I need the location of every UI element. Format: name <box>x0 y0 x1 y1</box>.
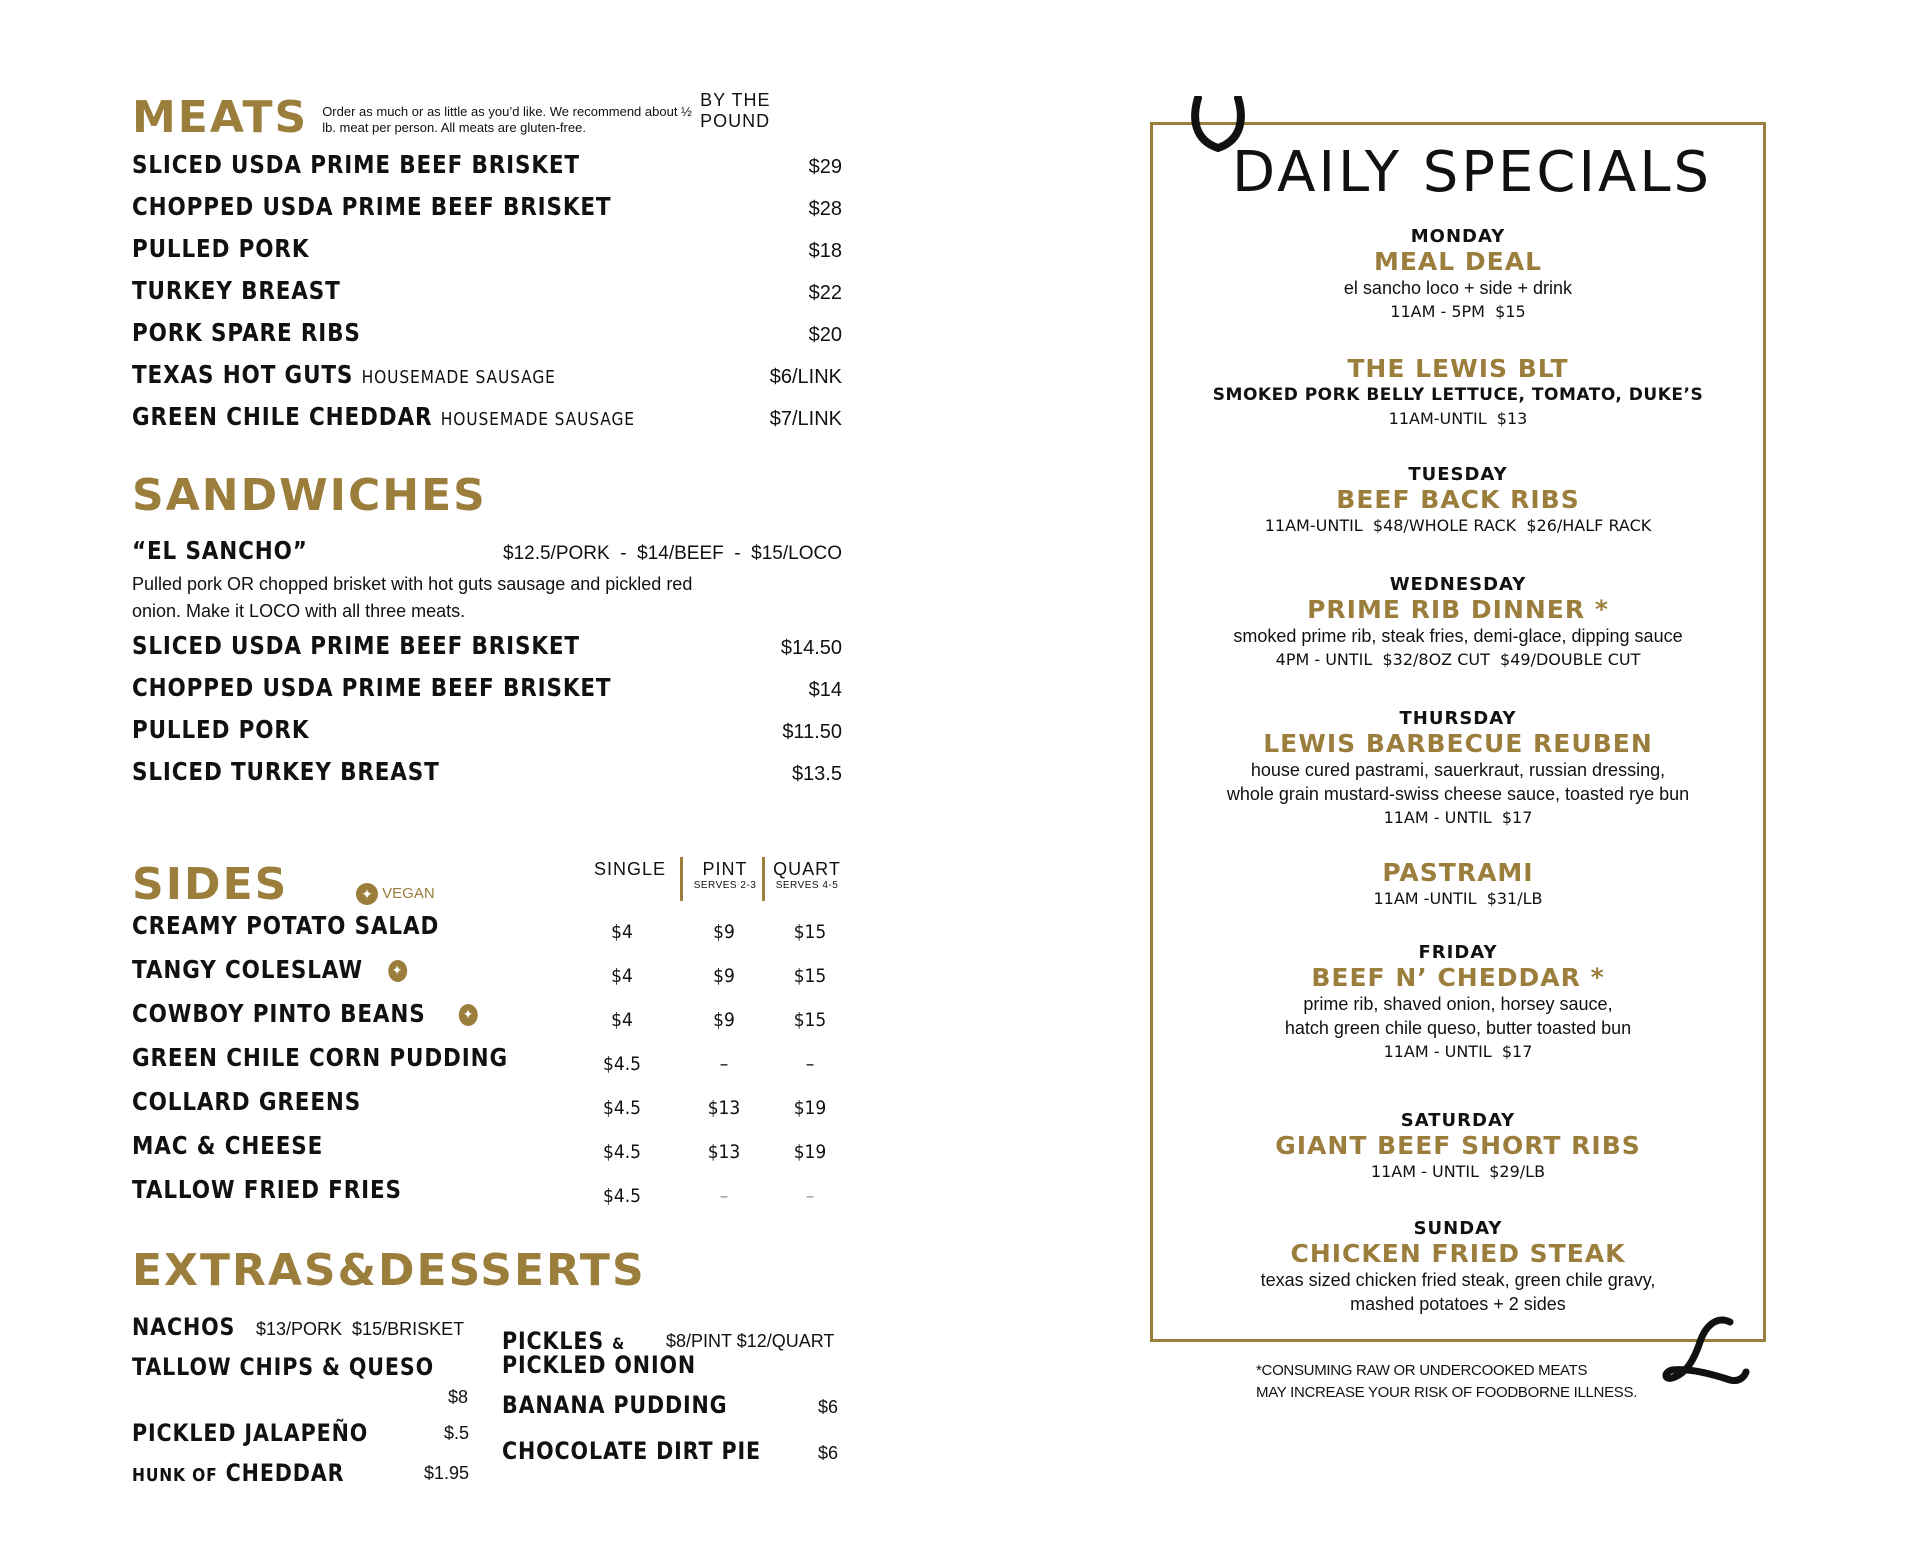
pickles-price: $8/PINT $12/QUART <box>666 1331 835 1351</box>
raw-meat-disclaimer: *CONSUMING RAW OR UNDERCOOKED MEATS MAY INCREASE YOUR RISK OF FOODBORNE ILLNESS. <box>1256 1362 1638 1401</box>
vegan-star-icon: ✦ <box>388 960 407 982</box>
menu-left-column <box>132 90 842 1549</box>
menu-item: PULLED PORK $18 <box>132 234 842 263</box>
menu-item: SLICED TURKEY BREAST $13.5 <box>132 757 842 786</box>
nachos-price: $13/PORK $15/BRISKET <box>256 1319 465 1339</box>
menu-item: CHOPPED USDA PRIME BEEF BRISKET $14 <box>132 673 842 702</box>
lewis-l-logo-icon <box>1660 1312 1750 1392</box>
daily-specials-title: DAILY SPECIALS <box>1232 140 1713 205</box>
pickled-onion-item: PICKLED ONION <box>502 1351 697 1379</box>
hunk-of-cheddar-price: $1.95 <box>424 1463 470 1483</box>
meats-header <box>132 90 842 143</box>
extras-desserts-title: EXTRAS&DESSERTS <box>132 1245 646 1296</box>
col-pint: PINT SERVES 2-3 <box>693 859 757 891</box>
sandwiches-title: SANDWICHES <box>132 470 487 521</box>
menu-item: SLICED USDA PRIME BEEF BRISKET $29 <box>132 150 842 179</box>
menu-item: TURKEY BREAST $22 <box>132 276 842 305</box>
special-tuesday: TUESDAY BEEF BACK RIBS 11AM-UNTIL $48/WHOLE RACK $26/HALF RACK <box>1264 464 1652 535</box>
col-single: SINGLE <box>594 859 667 879</box>
special-pastrami: PASTRAMI 11AM -UNTIL $31/LB <box>1373 858 1543 908</box>
tallow-chips-price: $8 <box>448 1387 469 1407</box>
special-monday: MONDAY MEAL DEAL el sancho loco + side + drink 11AM - 5PM $15 <box>1343 226 1573 321</box>
el-sancho-description: Pulled pork OR chopped brisket with hot guts sausage and pickled red onion. Make it LOCO with all three meats. <box>132 574 693 621</box>
banana-pudding-item: BANANA PUDDING <box>502 1391 728 1419</box>
hunk-of-cheddar-item: HUNK OF CHEDDAR <box>132 1459 345 1487</box>
chocolate-dirt-pie-price: $6 <box>818 1443 839 1463</box>
side-item: COWBOY PINTO BEANS ✦ $4 $9 $15 <box>132 999 827 1031</box>
sides-title: SIDES <box>132 859 289 910</box>
side-item: TALLOW FRIED FRIES $4.5 – – <box>132 1175 815 1207</box>
pickled-jalapeno-price: $.5 <box>444 1423 470 1443</box>
special-lewis-blt: THE LEWIS BLT SMOKED PORK BELLY LETTUCE, TOMATO, DUKE’S 11AM-UNTIL $13 <box>1212 354 1704 428</box>
menu-item: PORK SPARE RIBS $20 <box>132 318 842 347</box>
menu-item: GREEN CHILE CHEDDAR HOUSEMADE SAUSAGE $7/LINK <box>132 402 842 431</box>
side-item: MAC & CHEESE $4.5 $13 $19 <box>132 1131 827 1163</box>
by-the-pound-label: BY THE POUND <box>700 90 771 131</box>
nachos-item: NACHOS <box>132 1313 236 1341</box>
meats-note: Order as much or as little as you’d like. We recommend about ½ lb. meat per person. All meats are gluten-free. <box>322 104 692 135</box>
sides-list <box>132 911 842 1219</box>
extras-list <box>132 1309 842 1549</box>
col-quart: QUART SERVES 4-5 <box>773 859 841 891</box>
menu-item: PULLED PORK $11.50 <box>132 715 842 744</box>
side-item: GREEN CHILE CORN PUDDING $4.5 – – <box>132 1043 815 1075</box>
tallow-chips-item: TALLOW CHIPS & QUESO <box>132 1353 435 1381</box>
side-item: COLLARD GREENS $4.5 $13 $19 <box>132 1087 827 1119</box>
sides-header <box>132 851 842 911</box>
menu-item: CHOPPED USDA PRIME BEEF BRISKET $28 <box>132 192 842 221</box>
special-sunday: SUNDAY CHICKEN FRIED STEAK texas sized chicken fried steak, green chile gravy, mashed potatoes + 2 sides <box>1260 1218 1656 1314</box>
sandwiches-list <box>132 631 842 799</box>
column-divider <box>680 857 683 901</box>
column-divider <box>762 857 765 901</box>
side-item: CREAMY POTATO SALAD $4 $9 $15 <box>132 911 827 943</box>
special-wednesday: WEDNESDAY PRIME RIB DINNER * smoked prime rib, steak fries, demi-glace, dipping sauce 4PM - UNTIL $32/8OZ CUT $49/DOUBLE CUT <box>1233 574 1683 669</box>
side-item: TANGY COLESLAW ✦ $4 $9 $15 <box>132 955 827 987</box>
vegan-star-icon: ✦ <box>459 1004 478 1026</box>
menu-item: TEXAS HOT GUTS HOUSEMADE SAUSAGE $6/LINK <box>132 360 842 389</box>
pickles-item: PICKLES & <box>502 1327 625 1355</box>
vegan-legend: ✦ VEGAN <box>356 883 435 905</box>
meats-title: MEATS <box>132 92 309 143</box>
special-friday: FRIDAY BEEF N’ CHEDDAR * prime rib, shaved onion, horsey sauce, hatch green chile queso, butter toasted bun 11AM - UNTIL $17 <box>1284 942 1632 1061</box>
el-sancho-item: “EL SANCHO” $12.5/PORK - $14/BEEF - $15/LOCO <box>132 536 842 565</box>
menu-item: SLICED USDA PRIME BEEF BRISKET $14.50 <box>132 631 842 660</box>
special-saturday: SATURDAY GIANT BEEF SHORT RIBS 11AM - UNTIL $29/LB <box>1275 1110 1641 1181</box>
banana-pudding-price: $6 <box>818 1397 839 1417</box>
pickled-jalapeno-item: PICKLED JALAPEÑO <box>132 1419 369 1447</box>
meats-list <box>132 150 842 444</box>
chocolate-dirt-pie-item: CHOCOLATE DIRT PIE <box>502 1437 761 1465</box>
special-thursday: THURSDAY LEWIS BARBECUE REUBEN house cured pastrami, sauerkraut, russian dressing, whole grain mustard-swiss cheese sauce, toasted rye bun 11AM - UNTIL $17 <box>1226 708 1690 827</box>
vegan-star-icon: ✦ <box>356 883 378 905</box>
